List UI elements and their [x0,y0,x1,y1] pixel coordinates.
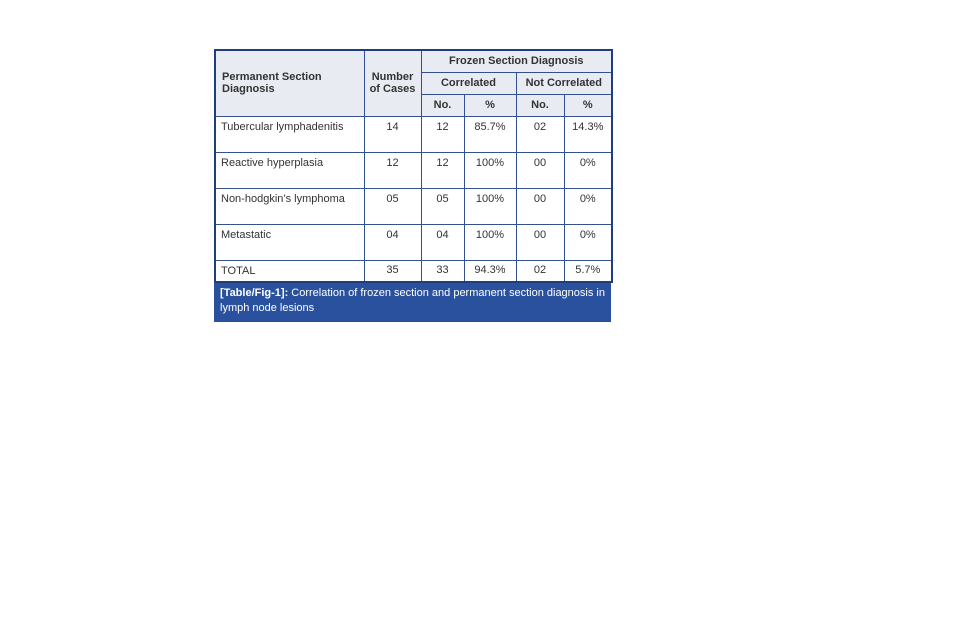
cell-not-correlated-no: 00 [516,224,564,260]
cell-cases: 12 [364,152,421,188]
cell-diagnosis: Tubercular lymphadenitis [215,116,364,152]
col-header-correlated-no: No. [421,94,464,116]
cell-cases: 04 [364,224,421,260]
cell-diagnosis: Metastatic [215,224,364,260]
cell-not-correlated-pct: 0% [564,152,612,188]
table-row [215,116,612,152]
table-caption-text: Correlation of frozen section and permanent section diagnosis in lymph node lesions [220,287,605,315]
cell-total-label: TOTAL [215,260,364,282]
cell-correlated-pct: 85.7% [464,116,516,152]
col-header-not-correlated-pct: % [564,94,612,116]
cell-diagnosis: Reactive hyperplasia [215,152,364,188]
cell-not-correlated-pct: 14.3% [564,116,612,152]
cell-total-cases: 35 [364,260,421,282]
col-header-not-correlated: Not Correlated [516,72,612,94]
cell-correlated-no: 12 [421,116,464,152]
cell-not-correlated-pct: 0% [564,188,612,224]
cell-correlated-no: 05 [421,188,464,224]
cell-total-not-correlated-no: 02 [516,260,564,282]
cell-diagnosis: Non-hodgkin’s lymphoma [215,188,364,224]
cell-correlated-no: 12 [421,152,464,188]
cell-correlated-pct: 100% [464,188,516,224]
table-caption [214,283,611,322]
col-header-correlated: Correlated [421,72,516,94]
cell-total-not-correlated-pct: 5.7% [564,260,612,282]
cell-correlated-no: 04 [421,224,464,260]
cell-not-correlated-no: 00 [516,188,564,224]
table-row [215,152,612,188]
table-figure [214,49,611,322]
table-caption-label: [Table/Fig-1]: [220,287,289,299]
header-row-group [215,50,612,72]
cell-cases: 05 [364,188,421,224]
cell-not-correlated-pct: 0% [564,224,612,260]
table-row [215,224,612,260]
col-header-not-correlated-no: No. [516,94,564,116]
col-header-permanent-section: Permanent Section Diagnosis [215,50,364,116]
cell-cases: 14 [364,116,421,152]
cell-correlated-pct: 100% [464,224,516,260]
correlation-table [214,49,613,283]
cell-total-correlated-pct: 94.3% [464,260,516,282]
col-header-correlated-pct: % [464,94,516,116]
cell-not-correlated-no: 02 [516,116,564,152]
cell-not-correlated-no: 00 [516,152,564,188]
col-header-frozen-section-group: Frozen Section Diagnosis [421,50,612,72]
cell-total-correlated-no: 33 [421,260,464,282]
table-total-row [215,260,612,282]
col-header-number-of-cases: Number of Cases [364,50,421,116]
cell-correlated-pct: 100% [464,152,516,188]
table-row [215,188,612,224]
